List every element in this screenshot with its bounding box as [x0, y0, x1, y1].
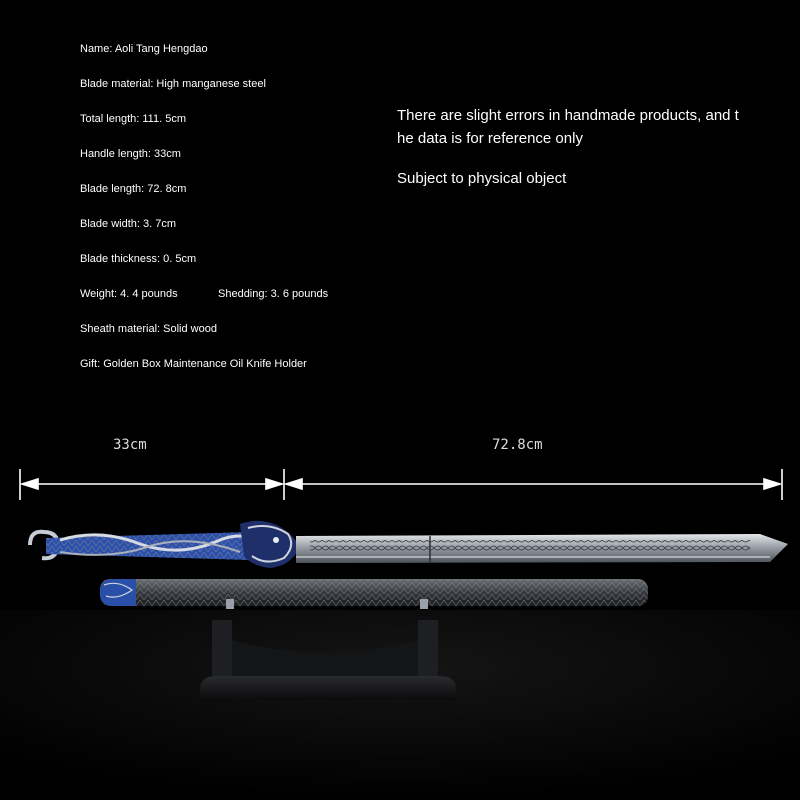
disclaimer-line-2: he data is for reference only [397, 130, 583, 147]
spec-total-length: Total length: 111. 5cm [80, 113, 186, 125]
spec-shedding: Shedding: 3. 6 pounds [218, 288, 329, 300]
handle-dimension-arrow [20, 469, 282, 500]
spec-blade-length: Blade length: 72. 8cm [80, 183, 187, 195]
spec-blade-material: Blade material: High manganese steel [80, 78, 266, 90]
spec-gift: Gift: Golden Box Maintenance Oil Knife Holder [80, 358, 307, 370]
spec-sheath-material: Sheath material: Solid wood [80, 323, 217, 335]
spec-blade-width: Blade width: 3. 7cm [80, 218, 176, 230]
spec-handle-length: Handle length: 33cm [80, 148, 181, 160]
blade-dimension-label: 72.8cm [492, 437, 543, 453]
subject-note: Subject to physical object [397, 170, 567, 187]
sword-sheath [100, 579, 648, 609]
blade-dimension-arrow [284, 469, 782, 500]
spec-blade-thickness: Blade thickness: 0. 5cm [80, 253, 197, 265]
handle-dimension-label: 33cm [113, 437, 147, 453]
disclaimer-line-1: There are slight errors in handmade products, and t [397, 107, 739, 124]
spec-weight: Weight: 4. 4 pounds [80, 288, 178, 300]
sword-guard [240, 521, 298, 568]
sword-handle [30, 532, 262, 560]
spec-name: Name: Aoli Tang Hengdao [80, 43, 208, 55]
sword-blade [296, 534, 788, 563]
floor-cloth [0, 610, 800, 800]
